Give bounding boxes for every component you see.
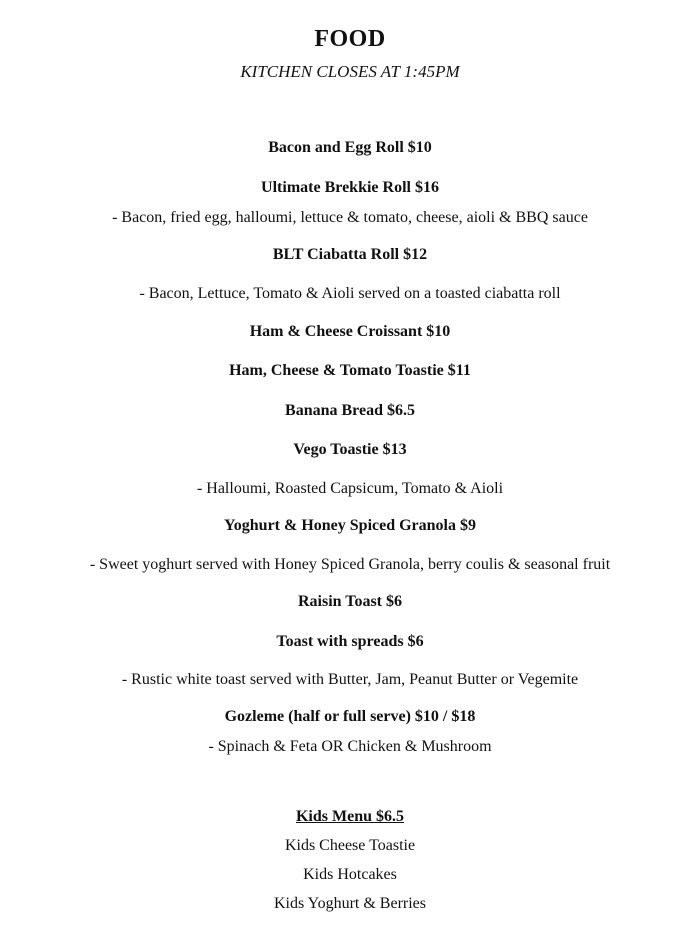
menu-item-description: - Bacon, fried egg, halloumi, lettuce & tomato, cheese, aioli & BBQ sauce [112,209,588,226]
kids-menu-item: Kids Cheese Toastie [284,837,416,854]
menu-item-ham-cheese-tomato-toastie: Ham, Cheese & Tomato Toastie $11 [229,362,471,379]
kids-menu-item: Kids Hotcakes [303,866,397,883]
menu-item-description: - Halloumi, Roasted Capsicum, Tomato & Aioli [196,480,504,497]
menu-title: FOOD [314,26,386,52]
menu-item-yoghurt-granola: Yoghurt & Honey Spiced Granola $9 [223,517,476,534]
menu-item-toast-spreads: Toast with spreads $6 [276,633,424,650]
kitchen-closing-notice: KITCHEN CLOSES AT 1:45PM [240,62,460,81]
menu-item-blt-ciabatta-roll: BLT Ciabatta Roll $12 [272,246,428,263]
menu-item-description: - Bacon, Lettuce, Tomato & Aioli served on a toasted ciabatta roll [139,285,561,302]
menu-item-vego-toastie: Vego Toastie $13 [293,441,407,458]
menu-item-description: - Spinach & Feta OR Chicken & Mushroom [208,738,492,755]
menu-item-ultimate-brekkie-roll: Ultimate Brekkie Roll $16 [261,179,439,196]
menu-item-banana-bread: Banana Bread $6.5 [285,402,415,419]
menu-item-gozleme: Gozleme (half or full serve) $10 / $18 [224,708,476,725]
menu-item-bacon-egg-roll: Bacon and Egg Roll $10 [268,139,432,156]
kids-menu-item: Kids Yoghurt & Berries [273,895,426,912]
menu-item-description: - Rustic white toast served with Butter, Jam, Peanut Butter or Vegemite [121,671,579,688]
kids-menu-heading: Kids Menu $6.5 [295,808,404,825]
menu-item-description: - Sweet yoghurt served with Honey Spiced Granola, berry coulis & seasonal fruit [89,556,611,573]
menu-item-raisin-toast: Raisin Toast $6 [297,593,403,610]
menu-item-ham-cheese-croissant: Ham & Cheese Croissant $10 [249,323,451,340]
